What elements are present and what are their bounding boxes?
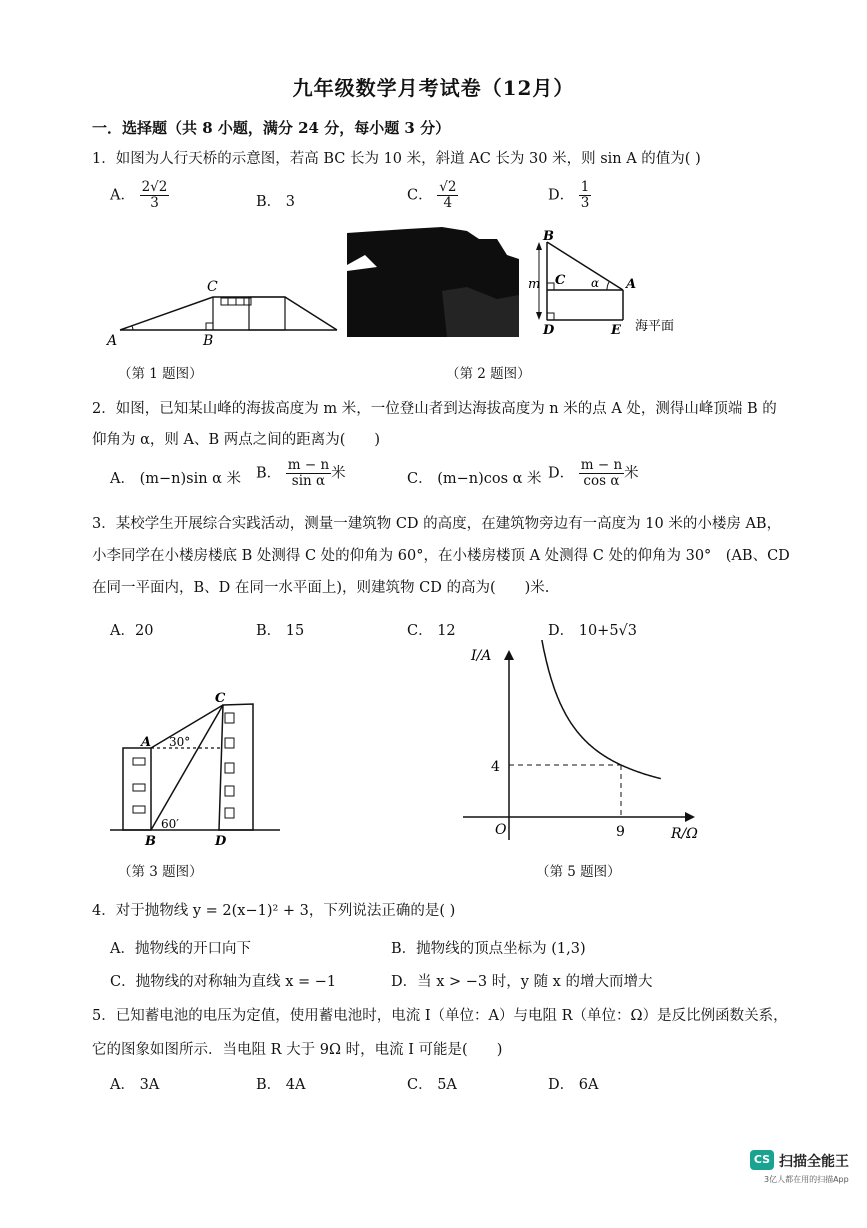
x-axis-label: R/Ω	[671, 826, 698, 842]
point-a-label: A	[141, 735, 152, 750]
question-2-line2: 仰角为 α，则 A、B 两点之间的距离为( )	[92, 432, 381, 448]
y-axis-label: I/A	[471, 648, 492, 664]
point-b-label: B	[145, 834, 156, 849]
railing	[221, 298, 251, 305]
q1-option-b: B． 3	[256, 194, 295, 210]
q5-option-d: D． 6A	[548, 1077, 599, 1093]
arrow-up	[536, 242, 542, 250]
fraction-denominator: 3	[150, 194, 159, 211]
question-3-line3: 在同一平面内，B、D 在同一水平面上)，则建筑物 CD 的高为( )米.	[92, 580, 550, 596]
q2-option-b-label: B．	[256, 465, 282, 482]
fraction-denominator: 4	[443, 194, 453, 211]
q2-option-d-fraction	[579, 458, 624, 489]
q3-option-b: B． 15	[256, 623, 305, 639]
q2-option-d-label: D．	[548, 465, 575, 482]
q1-option-c-label: C．	[407, 187, 433, 204]
fraction-numerator: 1	[580, 179, 590, 195]
q1-option-c	[407, 180, 458, 211]
section-heading: 一．选择题（共 8 小题，满分 24 分，每小题 3 分）	[92, 119, 451, 137]
q4-option-c: C．抛物线的对称轴为直线 x = −1	[110, 974, 337, 990]
y-axis-arrow	[504, 650, 514, 660]
figure-3-buildings	[105, 688, 285, 853]
fraction-denominator: 3	[580, 194, 590, 211]
fraction-denominator: cos α	[583, 472, 620, 489]
window	[133, 806, 145, 813]
figure-5-graph	[455, 640, 705, 850]
origin-label: O	[495, 822, 507, 838]
figure-5-caption: （第 5 题图）	[536, 864, 621, 880]
angle-60-label: 60′	[161, 817, 179, 831]
fraction-numerator: m − n	[580, 457, 623, 473]
page-title: 九年级数学月考试卷（12月）	[292, 76, 575, 100]
alpha-arc	[607, 282, 609, 290]
q5-option-a: A． 3A	[110, 1077, 160, 1093]
figure-3-caption: （第 3 题图）	[118, 864, 203, 880]
scanner-tagline: 3亿人都在用的扫描App	[764, 1175, 849, 1184]
q1-option-d-fraction	[579, 180, 592, 211]
q3-option-a: A．20	[110, 623, 154, 639]
q2-option-a: A． (m−n)sin α 米	[110, 471, 242, 487]
point-a-label: A	[107, 333, 118, 349]
bridge-deck	[249, 297, 285, 330]
y-tick-label: 4	[491, 759, 500, 775]
m-label: m	[528, 277, 541, 292]
figure-2-mountain-photo	[347, 225, 519, 337]
q1-option-d	[548, 180, 591, 211]
q3-option-d: D． 10+5√3	[548, 623, 638, 639]
point-c-label: C	[207, 279, 218, 295]
building-ab	[123, 748, 151, 830]
q2-option-b-fraction	[286, 458, 331, 489]
window	[133, 758, 145, 765]
figure-1-caption: （第 1 题图）	[118, 366, 203, 382]
q1-option-d-label: D．	[548, 187, 575, 204]
q3-option-c: C． 12	[407, 623, 456, 639]
fraction-numerator: 2√2	[141, 179, 168, 195]
point-c-label: C	[555, 273, 566, 288]
question-3-line2: 小李同学在小楼房楼底 B 处测得 C 处的仰角为 60°，在小楼房楼顶 A 处测得 C 处的仰角为 30° (AB、CD	[92, 548, 790, 564]
inverse-curve	[541, 640, 660, 779]
right-angle-mark	[206, 323, 213, 330]
q1-option-a	[110, 180, 169, 211]
q2-option-c: C． (m−n)cos α 米	[407, 471, 542, 487]
point-d-label: D	[215, 834, 227, 849]
building-cd	[219, 704, 253, 830]
x-tick-label: 9	[616, 824, 625, 840]
fraction-denominator: sin α	[291, 472, 326, 489]
q4-option-b: B．抛物线的顶点坐标为 (1,3)	[391, 941, 586, 957]
q5-option-b: B． 4A	[256, 1077, 306, 1093]
right-angle-d	[547, 313, 554, 320]
question-2-line1: 2．如图，已知某山峰的海拔高度为 m 米，一位登山者到达海拔高度为 n 米的点 A 处，测得山峰顶端 B 的	[92, 401, 777, 417]
q2-option-b-unit: 米	[331, 465, 346, 482]
point-a-label: A	[626, 277, 637, 292]
point-b-label: B	[543, 229, 554, 244]
building-cd-windows	[225, 713, 234, 818]
scanner-logo-icon: CS	[750, 1150, 774, 1170]
x-axis-arrow	[685, 812, 695, 822]
q1-option-a-label: A．	[110, 187, 135, 204]
q1-option-c-fraction	[437, 180, 458, 211]
fraction-numerator: √2	[439, 179, 457, 195]
sea-level-label: 海平面	[635, 319, 675, 334]
q4-option-d: D．当 x > −3 时，y 随 x 的增大而增大	[391, 974, 653, 990]
right-angle-c	[547, 283, 554, 290]
angle-30-label: 30°	[169, 735, 191, 749]
arrow-down	[536, 312, 542, 320]
q2-option-b	[256, 458, 346, 489]
question-4-stem: 4．对于抛物线 y = 2(x−1)² + 3，下列说法正确的是( )	[92, 903, 456, 919]
q1-option-a-fraction	[140, 180, 170, 211]
scanner-app-name: 扫描全能王	[779, 1154, 849, 1170]
question-5-line1: 5．已知蓄电池的电压为定值，使用蓄电池时，电流 I（单位：A）与电阻 R（单位：Ω）是反比例函数关系，	[92, 1008, 788, 1024]
point-b-label: B	[203, 333, 214, 349]
window	[133, 784, 145, 791]
point-c-label: C	[215, 691, 226, 706]
line-bc	[151, 705, 223, 830]
question-3-line1: 3．某校学生开展综合实践活动，测量一建筑物 CD 的高度，在建筑物旁边有一高度为 10 米的小楼房 AB，	[92, 516, 782, 532]
point-d-label: D	[543, 323, 555, 338]
fraction-numerator: m − n	[287, 457, 330, 473]
q5-option-c: C． 5A	[407, 1077, 457, 1093]
q2-option-d-unit: 米	[624, 465, 639, 482]
alpha-label: α	[591, 276, 600, 290]
figure-1-footbridge	[105, 275, 345, 350]
q4-option-a: A．抛物线的开口向下	[110, 941, 251, 957]
question-1-stem: 1．如图为人行天桥的示意图，若高 BC 长为 10 米，斜道 AC 长为 30 米，则 sin A 的值为( )	[92, 151, 701, 167]
question-5-line2: 它的图象如图所示．当电阻 R 大于 9Ω 时，电流 I 可能是( )	[92, 1042, 503, 1058]
q2-option-d	[548, 458, 639, 489]
figure-2-caption: （第 2 题图）	[446, 366, 531, 382]
figure-2-height-diagram	[525, 228, 690, 338]
point-e-label: E	[611, 323, 621, 338]
